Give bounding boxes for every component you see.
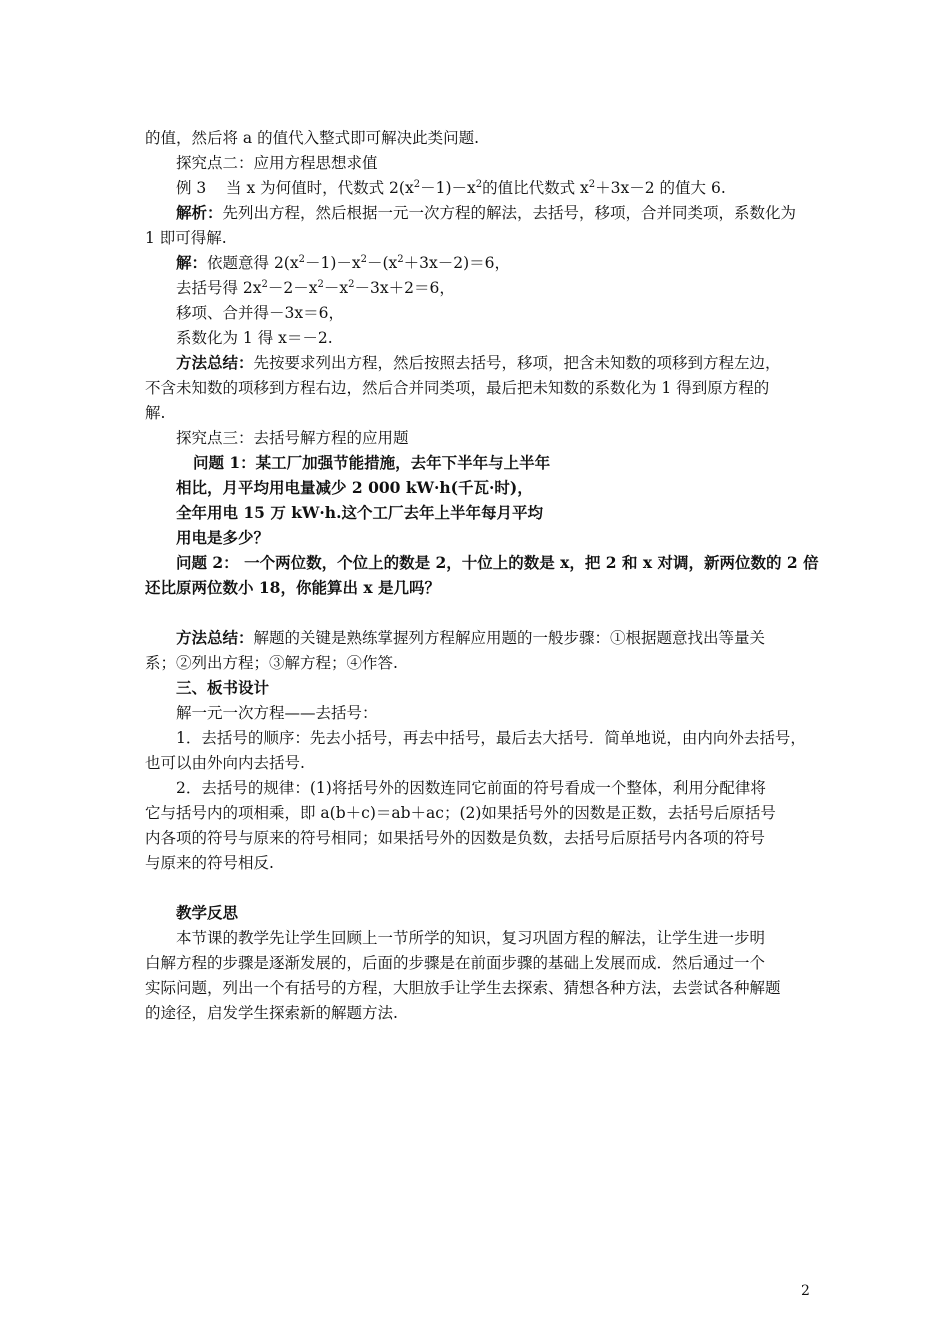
reflection-line: 白解方程的步骤是逐渐发展的，后面的步骤是在前面步骤的基础上发展而成．然后通过一个 (145, 954, 766, 972)
analysis-line (176, 203, 796, 223)
solution-step: 系数化为 1 得 x＝－2. (176, 329, 333, 347)
reflection-line: 的途径，启发学生探索新的解题方法. (145, 1004, 398, 1022)
section-heading: 探究点二：应用方程思想求值 (176, 154, 378, 172)
text-span: ＋3x－2)＝6， (403, 254, 511, 272)
method-label: 方法总结： (176, 628, 254, 647)
text-span: 先按要求列出方程，然后按照去括号，移项，把含未知数的项移到方程左边， (253, 354, 781, 372)
reflection-heading: 教学反思 (176, 903, 239, 922)
text-span: －1)－x (304, 254, 361, 272)
method-label: 方法总结： (176, 353, 254, 372)
text-line: 系；②列出方程；③解方程；④作答. (145, 654, 398, 672)
text-line: 解. (145, 404, 166, 422)
method-summary-line (176, 353, 781, 373)
text-line: 1 即可得解. (145, 229, 227, 247)
superscript: 2 (413, 178, 421, 190)
board-design-heading: 三、板书设计 (176, 678, 270, 697)
superscript: 2 (261, 278, 268, 290)
text-line: 也可以由外向内去括号. (145, 754, 305, 772)
text-span: 当 x 为何值时，代数式 2(x (226, 179, 414, 197)
analysis-label: 解析： (176, 203, 223, 222)
page-number: 2 (801, 1283, 810, 1299)
text-span: －2－x (267, 279, 318, 297)
superscript: 2 (348, 278, 355, 290)
text-line: 的值，然后将 a 的值代入整式即可解决此类问题. (145, 129, 480, 147)
board-item-1: 1．去括号的顺序：先去小括号，再去中括号，最后去大括号．简单地说，由内向外去括号， (176, 729, 806, 747)
superscript: 2 (317, 278, 324, 290)
method-summary-line (176, 628, 765, 648)
text-line: 不含未知数的项移到方程右边，然后合并同类项，最后把未知数的系数化为 1 得到原方程的 (145, 379, 770, 397)
board-item-2: 2．去括号的规律：(1)将括号外的因数连同它前面的符号看成一个整体，利用分配律将 (176, 779, 766, 797)
problem-1-line: 相比，月平均用电量减少 2 000 kW·h(千瓦·时)， (176, 478, 533, 497)
example-3 (176, 178, 726, 198)
problem-2-line: 问题 2： 一个两位数，个位上的数是 2，十位上的数是 x，把 2 和 x 对调，新两位数的 2 倍 (176, 553, 819, 572)
superscript: 2 (588, 178, 596, 190)
section-heading: 探究点三：去括号解方程的应用题 (176, 429, 409, 447)
text-span: 去括号得 2x (176, 279, 262, 297)
text-span: 依题意得 2(x (207, 254, 299, 272)
board-subtitle: 解一元一次方程——去括号： (176, 704, 378, 722)
superscript: 2 (397, 253, 404, 265)
text-span: 解题的关键是熟练掌握列方程解应用题的一般步骤：①根据题意找出等量关 (253, 629, 766, 647)
solution-step (176, 278, 455, 298)
text-line: 它与括号内的项相乘，即 a(b＋c)＝ab＋ac；(2)如果括号外的因数是正数，去括号后原括号 (145, 804, 776, 822)
solution-line (176, 253, 510, 273)
text-span: －1)－x (420, 179, 476, 197)
problem-1-line: 全年用电 15 万 kW·h.这个工厂去年上半年每月平均 (176, 503, 543, 522)
text-span: ＋3x－2 的值大 6. (595, 179, 726, 197)
reflection-line: 本节课的教学先让学生回顾上一节所学的知识，复习巩固方程的解法，让学生进一步明 (176, 929, 766, 947)
text-span: －(x (367, 254, 398, 272)
solution-step: 移项、合并得－3x＝6， (176, 304, 344, 322)
reflection-line: 实际问题，列出一个有括号的方程，大胆放手让学生去探索、猜想各种方法，去尝试各种解题 (145, 979, 781, 997)
example-label: 例 3 (176, 179, 207, 197)
text-line: 与原来的符号相反. (145, 854, 274, 872)
text-span: －3x＋2＝6， (354, 279, 455, 297)
text-span: 的值比代数式 x (482, 179, 589, 197)
text-span: 先列出方程，然后根据一元一次方程的解法，去括号，移项，合并同类项，系数化为 (222, 204, 797, 222)
text-line: 内各项的符号与原来的符号相同；如果括号外的因数是负数，去括号后原括号内各项的符号 (145, 829, 766, 847)
superscript: 2 (298, 253, 305, 265)
solution-label: 解： (176, 253, 208, 272)
problem-2-line: 还比原两位数小 18，你能算出 x 是几吗？ (145, 578, 441, 597)
superscript: 2 (360, 253, 367, 265)
problem-1-line: 用电是多少？ (176, 528, 270, 547)
text-span: －x (323, 279, 349, 297)
problem-1-line: 问题 1：某工厂加强节能措施，去年下半年与上半年 (193, 453, 551, 472)
superscript: 2 (475, 178, 483, 190)
